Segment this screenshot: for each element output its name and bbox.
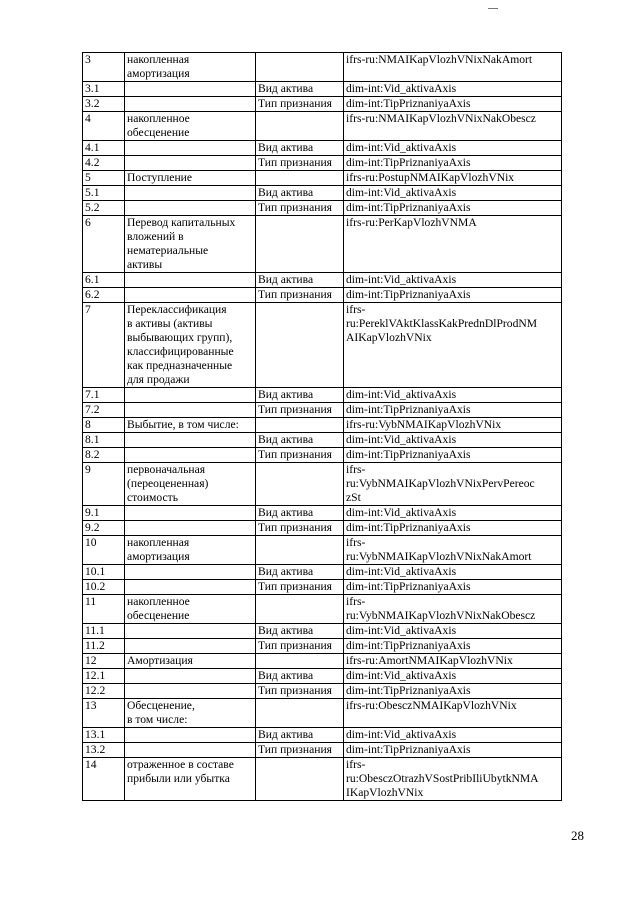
item-name-cell — [125, 186, 256, 201]
table-row — [83, 639, 562, 654]
table-row — [83, 388, 562, 403]
row-number-cell: 9.2 — [83, 521, 125, 536]
row-number-cell: 6 — [83, 216, 125, 273]
dimension-cell: Тип признания — [256, 684, 344, 699]
row-number-cell: 10.1 — [83, 565, 125, 580]
row-number-cell: 7.1 — [83, 388, 125, 403]
taxonomy-tag-cell: ifrs-ru:AmortNMAIKapVlozhVNix — [344, 654, 562, 669]
dimension-cell: Тип признания — [256, 521, 344, 536]
table-row — [83, 112, 562, 141]
row-number-cell: 12.2 — [83, 684, 125, 699]
row-number-cell: 12 — [83, 654, 125, 669]
table-row — [83, 743, 562, 758]
item-name-cell: Обесценение, в том числе: — [125, 699, 256, 728]
table-row — [83, 699, 562, 728]
item-name-cell: накопленная амортизация — [125, 53, 256, 82]
table-row — [83, 654, 562, 669]
table-row — [83, 536, 562, 565]
table-row — [83, 669, 562, 684]
item-name-cell — [125, 433, 256, 448]
row-number-cell: 4 — [83, 112, 125, 141]
table-row — [83, 201, 562, 216]
row-number-cell: 13 — [83, 699, 125, 728]
item-name-cell — [125, 728, 256, 743]
row-number-cell: 7.2 — [83, 403, 125, 418]
dimension-cell: Вид актива — [256, 141, 344, 156]
taxonomy-tag-cell: dim-int:Vid_aktivaAxis — [344, 669, 562, 684]
dimension-cell — [256, 699, 344, 728]
dimension-cell: Вид актива — [256, 624, 344, 639]
taxonomy-tag-cell: dim-int:TipPriznaniyaAxis — [344, 201, 562, 216]
table-row — [83, 216, 562, 273]
item-name-cell — [125, 669, 256, 684]
taxonomy-tag-cell: ifrs- ru:ObesczOtrazhVSostPribIliUbytkNMA IKapVlozhVNix — [344, 758, 562, 801]
dimension-cell — [256, 758, 344, 801]
item-name-cell: Амортизация — [125, 654, 256, 669]
item-name-cell: Выбытие, в том числе: — [125, 418, 256, 433]
taxonomy-tag-cell: dim-int:TipPriznaniyaAxis — [344, 521, 562, 536]
taxonomy-tag-cell: ifrs-ru:VybNMAIKapVlozhVNix — [344, 418, 562, 433]
item-name-cell — [125, 639, 256, 654]
row-number-cell: 4.1 — [83, 141, 125, 156]
row-number-cell: 3.2 — [83, 97, 125, 112]
item-name-cell — [125, 521, 256, 536]
item-name-cell — [125, 288, 256, 303]
dimension-cell: Вид актива — [256, 506, 344, 521]
row-number-cell: 5 — [83, 171, 125, 186]
dimension-cell — [256, 418, 344, 433]
row-number-cell: 10 — [83, 536, 125, 565]
row-number-cell: 8.2 — [83, 448, 125, 463]
page-number: 28 — [571, 828, 584, 843]
table-row — [83, 433, 562, 448]
taxonomy-tag-cell: ifrs- ru:VybNMAIKapVlozhVNixNakAmort — [344, 536, 562, 565]
dimension-cell: Тип признания — [256, 403, 344, 418]
table-row — [83, 171, 562, 186]
table-row — [83, 448, 562, 463]
row-number-cell: 11.2 — [83, 639, 125, 654]
table-row — [83, 403, 562, 418]
scan-mark — [488, 8, 498, 9]
row-number-cell: 6.2 — [83, 288, 125, 303]
row-number-cell: 11.1 — [83, 624, 125, 639]
dimension-cell — [256, 463, 344, 506]
taxonomy-tag-cell: dim-int:Vid_aktivaAxis — [344, 624, 562, 639]
taxonomy-tag-cell: dim-int:Vid_aktivaAxis — [344, 273, 562, 288]
item-name-cell — [125, 273, 256, 288]
table-row — [83, 186, 562, 201]
row-number-cell: 9 — [83, 463, 125, 506]
item-name-cell — [125, 624, 256, 639]
taxonomy-tag-cell: dim-int:TipPriznaniyaAxis — [344, 156, 562, 171]
table-row — [83, 728, 562, 743]
table-row — [83, 156, 562, 171]
item-name-cell: отраженное в составе прибыли или убытка — [125, 758, 256, 801]
table-row — [83, 565, 562, 580]
taxonomy-tag-cell: dim-int:TipPriznaniyaAxis — [344, 448, 562, 463]
table-row — [83, 418, 562, 433]
row-number-cell: 4.2 — [83, 156, 125, 171]
taxonomy-tag-cell: dim-int:Vid_aktivaAxis — [344, 506, 562, 521]
item-name-cell: Перевод капитальных вложений в нематериальные активы — [125, 216, 256, 273]
item-name-cell: первоначальная (переоцененная) стоимость — [125, 463, 256, 506]
row-number-cell: 10.2 — [83, 580, 125, 595]
item-name-cell — [125, 684, 256, 699]
row-number-cell: 3 — [83, 53, 125, 82]
item-name-cell — [125, 201, 256, 216]
table-row — [83, 624, 562, 639]
dimension-cell: Тип признания — [256, 288, 344, 303]
table-row — [83, 53, 562, 82]
table-row — [83, 684, 562, 699]
dimension-cell: Тип признания — [256, 156, 344, 171]
dimension-cell: Вид актива — [256, 433, 344, 448]
table-row — [83, 521, 562, 536]
table-row — [83, 303, 562, 388]
taxonomy-tag-cell: ifrs- ru:PereklVAktKlassKakPrednDlProdNM AIKapVlozhVNix — [344, 303, 562, 388]
dimension-cell — [256, 171, 344, 186]
dimension-cell: Вид актива — [256, 273, 344, 288]
item-name-cell: накопленное обесценение — [125, 112, 256, 141]
taxonomy-tag-cell: dim-int:TipPriznaniyaAxis — [344, 97, 562, 112]
row-number-cell: 6.1 — [83, 273, 125, 288]
row-number-cell: 11 — [83, 595, 125, 624]
dimension-cell: Вид актива — [256, 388, 344, 403]
taxonomy-tag-cell: dim-int:TipPriznaniyaAxis — [344, 684, 562, 699]
row-number-cell: 12.1 — [83, 669, 125, 684]
row-number-cell: 5.2 — [83, 201, 125, 216]
taxonomy-tag-cell: dim-int:TipPriznaniyaAxis — [344, 403, 562, 418]
table-row — [83, 463, 562, 506]
dimension-cell — [256, 595, 344, 624]
table-row — [83, 288, 562, 303]
item-name-cell — [125, 448, 256, 463]
taxonomy-tag-cell: dim-int:Vid_aktivaAxis — [344, 565, 562, 580]
table-row — [83, 580, 562, 595]
item-name-cell: накопленная амортизация — [125, 536, 256, 565]
row-number-cell: 14 — [83, 758, 125, 801]
item-name-cell — [125, 403, 256, 418]
taxonomy-tag-cell: dim-int:Vid_aktivaAxis — [344, 186, 562, 201]
item-name-cell — [125, 141, 256, 156]
dimension-cell: Тип признания — [256, 201, 344, 216]
item-name-cell — [125, 580, 256, 595]
row-number-cell: 8 — [83, 418, 125, 433]
taxonomy-tag-cell: ifrs- ru:VybNMAIKapVlozhVNixPervPereoc zSt — [344, 463, 562, 506]
taxonomy-tag-cell: dim-int:TipPriznaniyaAxis — [344, 580, 562, 595]
item-name-cell: Переклассификация в активы (активы выбывающих групп), классифицированные как предназначенные для продажи — [125, 303, 256, 388]
table-row — [83, 273, 562, 288]
item-name-cell — [125, 388, 256, 403]
taxonomy-tag-cell: dim-int:Vid_aktivaAxis — [344, 141, 562, 156]
table-row — [83, 595, 562, 624]
taxonomy-tag-cell: ifrs-ru:NMAIKapVlozhVNixNakObescz — [344, 112, 562, 141]
dimension-cell: Вид актива — [256, 82, 344, 97]
dimension-cell: Тип признания — [256, 448, 344, 463]
item-name-cell: Поступление — [125, 171, 256, 186]
taxonomy-tag-cell: dim-int:Vid_aktivaAxis — [344, 82, 562, 97]
dimension-cell: Тип признания — [256, 639, 344, 654]
row-number-cell: 13.1 — [83, 728, 125, 743]
dimension-cell — [256, 654, 344, 669]
table-body — [83, 53, 562, 801]
table-row — [83, 506, 562, 521]
taxonomy-tag-cell: dim-int:Vid_aktivaAxis — [344, 433, 562, 448]
table-row — [83, 97, 562, 112]
dimension-cell — [256, 536, 344, 565]
item-name-cell — [125, 97, 256, 112]
dimension-cell: Тип признания — [256, 97, 344, 112]
taxonomy-tag-cell: ifrs-ru:PerKapVlozhVNMA — [344, 216, 562, 273]
dimension-cell — [256, 53, 344, 82]
taxonomy-tag-cell: ifrs- ru:VybNMAIKapVlozhVNixNakObescz — [344, 595, 562, 624]
dimension-cell: Вид актива — [256, 186, 344, 201]
item-name-cell — [125, 156, 256, 171]
dimension-cell: Тип признания — [256, 580, 344, 595]
dimension-cell: Вид актива — [256, 565, 344, 580]
table-row — [83, 141, 562, 156]
row-number-cell: 9.1 — [83, 506, 125, 521]
taxonomy-tag-cell: dim-int:TipPriznaniyaAxis — [344, 639, 562, 654]
taxonomy-tag-cell: dim-int:TipPriznaniyaAxis — [344, 743, 562, 758]
dimension-cell — [256, 303, 344, 388]
row-number-cell: 7 — [83, 303, 125, 388]
row-number-cell: 8.1 — [83, 433, 125, 448]
item-name-cell — [125, 565, 256, 580]
taxonomy-tag-cell: dim-int:Vid_aktivaAxis — [344, 728, 562, 743]
item-name-cell — [125, 506, 256, 521]
dimension-cell: Вид актива — [256, 728, 344, 743]
taxonomy-tag-cell: dim-int:TipPriznaniyaAxis — [344, 288, 562, 303]
row-number-cell: 3.1 — [83, 82, 125, 97]
row-number-cell: 13.2 — [83, 743, 125, 758]
dimension-cell — [256, 112, 344, 141]
taxonomy-tag-cell: ifrs-ru:NMAIKapVlozhVNixNakAmort — [344, 53, 562, 82]
taxonomy-tag-cell: ifrs-ru:PostupNMAIKapVlozhVNix — [344, 171, 562, 186]
item-name-cell — [125, 743, 256, 758]
row-number-cell: 5.1 — [83, 186, 125, 201]
table-row — [83, 758, 562, 801]
taxonomy-tag-cell: ifrs-ru:ObesczNMAIKapVlozhVNix — [344, 699, 562, 728]
dimension-cell — [256, 216, 344, 273]
taxonomy-tag-cell: dim-int:Vid_aktivaAxis — [344, 388, 562, 403]
dimension-cell: Тип признания — [256, 743, 344, 758]
item-name-cell: накопленное обесценение — [125, 595, 256, 624]
dimension-cell: Вид актива — [256, 669, 344, 684]
table-row — [83, 82, 562, 97]
item-name-cell — [125, 82, 256, 97]
taxonomy-table — [82, 52, 562, 801]
